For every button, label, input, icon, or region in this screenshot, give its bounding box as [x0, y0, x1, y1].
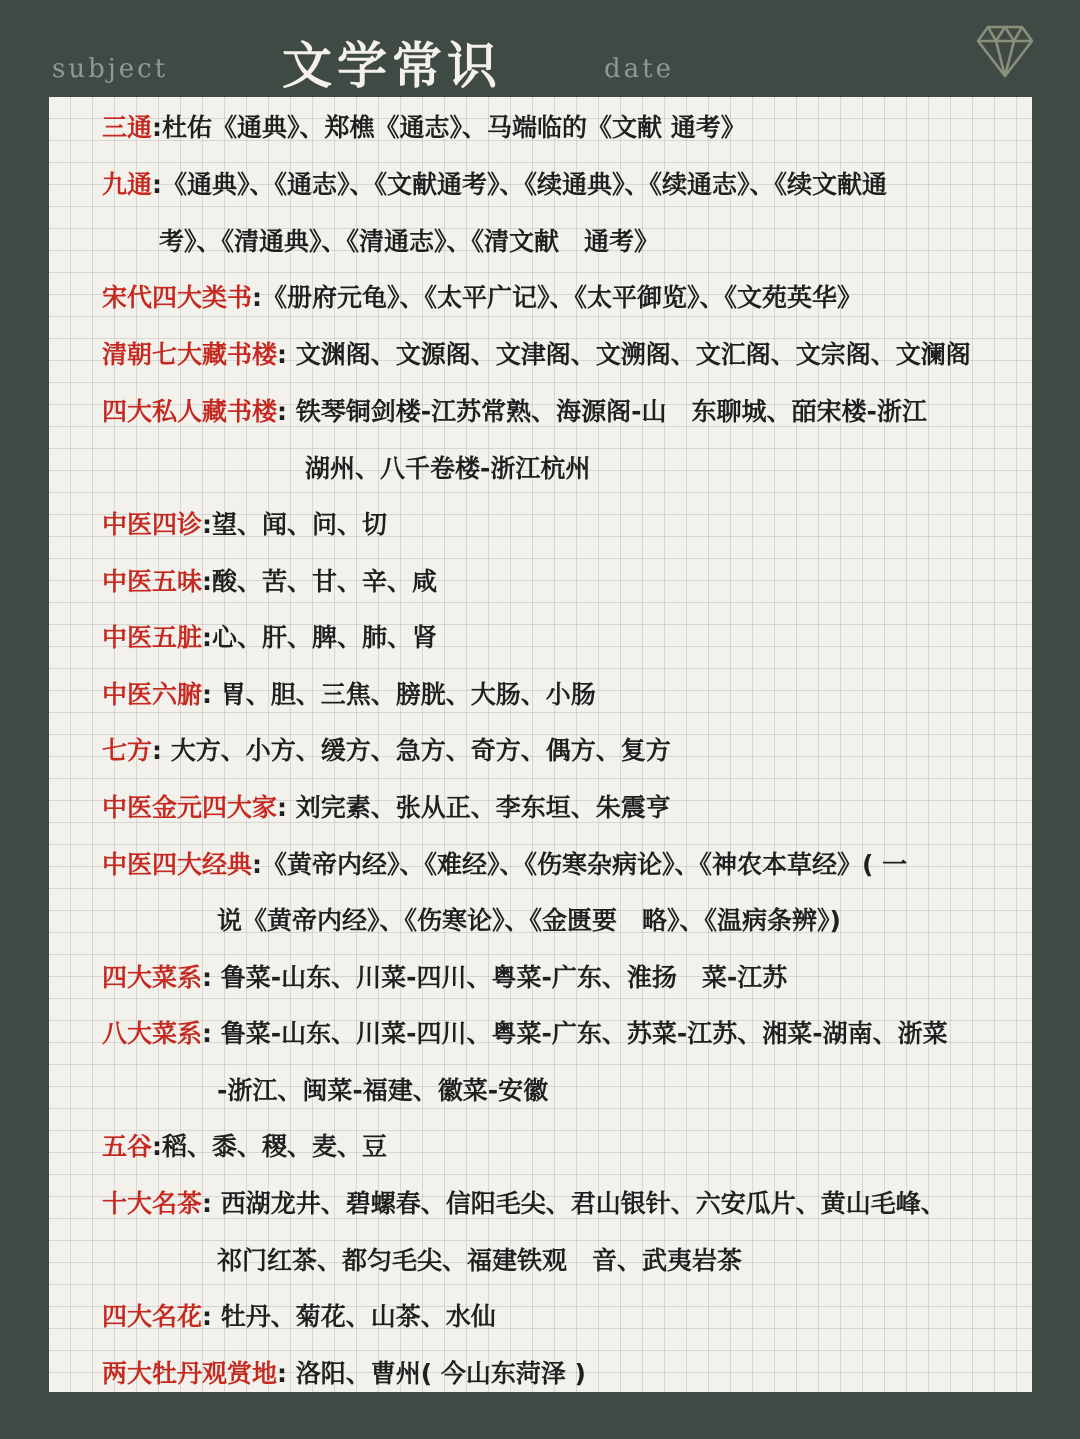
date-label: date — [604, 54, 674, 84]
entry-song-leishu — [102, 269, 862, 326]
entry-label: 中医四诊 — [102, 510, 203, 539]
entry-qing-cangshulou — [102, 326, 971, 383]
entry-continuation: 湖州、八千卷楼-浙江杭州 — [305, 454, 591, 483]
entry-zhongyi-liufu — [102, 666, 596, 723]
entry-continuation: 说《黄帝内经》、《伤寒论》、《金匮要 略》、《温病条辨》) — [217, 906, 841, 935]
entry-label: 三通 — [102, 113, 153, 142]
entry-text: :《册府元龟》、《太平广记》、《太平御览》、《文苑英华》 — [252, 283, 863, 312]
entry-label: 中医五脏 — [102, 623, 203, 652]
header — [0, 0, 1080, 96]
entry-text: : 刘完素、张从正、李东垣、朱震亨 — [277, 793, 671, 822]
entry-label: 十大名茶 — [102, 1189, 203, 1218]
entry-label: 两大牡丹观赏地 — [102, 1359, 278, 1388]
entry-text: : 牡丹、菊花、山茶、水仙 — [202, 1302, 496, 1331]
entry-text: : 鲁菜-山东、川菜-四川、粤菜-广东、淮扬 菜-江苏 — [202, 963, 788, 992]
entry-mudan-guanshangdi — [102, 1345, 586, 1402]
entry-text: : 洛阳、曹州( 今山东菏泽 ) — [277, 1359, 586, 1388]
entry-text: :心、肝、脾、肺、肾 — [202, 623, 438, 652]
entry-continuation: 考》、《清通典》、《清通志》、《清文献 通考》 — [159, 227, 660, 256]
entry-label: 四大菜系 — [102, 963, 203, 992]
subject-label: subject — [52, 54, 169, 84]
entry-label: 中医金元四大家 — [102, 793, 278, 822]
page-title: 文学常识 — [282, 37, 502, 95]
entry-label: 中医六腑 — [102, 680, 203, 709]
entry-zhongyi-wuzang — [102, 609, 437, 666]
entry-text: : 文渊阁、文源阁、文津阁、文溯阁、文汇阁、文宗阁、文澜阁 — [277, 340, 971, 369]
entry-text: :酸、苦、甘、辛、咸 — [202, 567, 438, 596]
diamond-icon — [976, 24, 1034, 78]
entry-text: :杜佑《通典》、郑樵《通志》、马端临的《文献 通考》 — [152, 113, 746, 142]
entry-text: : 西湖龙井、碧螺春、信阳毛尖、君山银针、六安瓜片、黄山毛峰、 — [202, 1189, 946, 1218]
entry-zhongyi-sizhen — [102, 496, 387, 553]
entry-zhongyi-jingdian — [102, 836, 907, 893]
entry-label: 五谷 — [102, 1132, 153, 1161]
entry-label: 清朝七大藏书楼 — [102, 340, 278, 369]
entry-text: : 大方、小方、缓方、急方、奇方、偶方、复方 — [152, 736, 671, 765]
entry-label: 中医四大经典 — [102, 850, 253, 879]
entry-shida-mingcha — [102, 1175, 946, 1232]
entry-sida-minghua — [102, 1288, 496, 1345]
entry-text: : 鲁菜-山东、川菜-四川、粤菜-广东、苏菜-江苏、湘菜-湖南、浙菜 — [202, 1019, 948, 1048]
entry-continuation: -浙江、闽菜-福建、徽菜-安徽 — [217, 1076, 549, 1105]
entry-text: : 胃、胆、三焦、膀胱、大肠、小肠 — [202, 680, 596, 709]
entry-sida-caixi — [102, 949, 787, 1006]
entry-label: 宋代四大类书 — [102, 283, 253, 312]
entry-label: 九通 — [102, 170, 153, 199]
entry-qifang — [102, 722, 671, 779]
entry-text: :稻、黍、稷、麦、豆 — [152, 1132, 388, 1161]
entry-label: 四大名花 — [102, 1302, 203, 1331]
entry-text: :《通典》、《通志》、《文献通考》、《续通典》、《续通志》、《续文献通 — [152, 170, 888, 199]
entry-label: 四大私人藏书楼 — [102, 397, 278, 426]
grid-paper — [49, 97, 1032, 1392]
entry-text: :望、闻、问、切 — [202, 510, 388, 539]
entry-label: 中医五味 — [102, 567, 203, 596]
entry-siren-cangshulou — [102, 383, 927, 440]
entry-text: :《黄帝内经》、《难经》、《伤寒杂病论》、《神农本草经》( 一 — [252, 850, 908, 879]
entry-santong — [102, 99, 746, 156]
entry-wugu — [102, 1118, 387, 1175]
entry-jinyuan-sidajia — [102, 779, 671, 836]
entry-zhongyi-wuwei — [102, 553, 437, 610]
entry-bada-caixi — [102, 1005, 948, 1062]
entry-continuation: 祁门红茶、都匀毛尖、福建铁观 音、武夷岩茶 — [217, 1246, 743, 1275]
entry-jiutong — [102, 156, 887, 213]
entry-label: 八大菜系 — [102, 1019, 203, 1048]
entry-label: 七方 — [102, 736, 153, 765]
entry-text: : 铁琴铜剑楼-江苏常熟、海源阁-山 东聊城、皕宋楼-浙江 — [277, 397, 927, 426]
